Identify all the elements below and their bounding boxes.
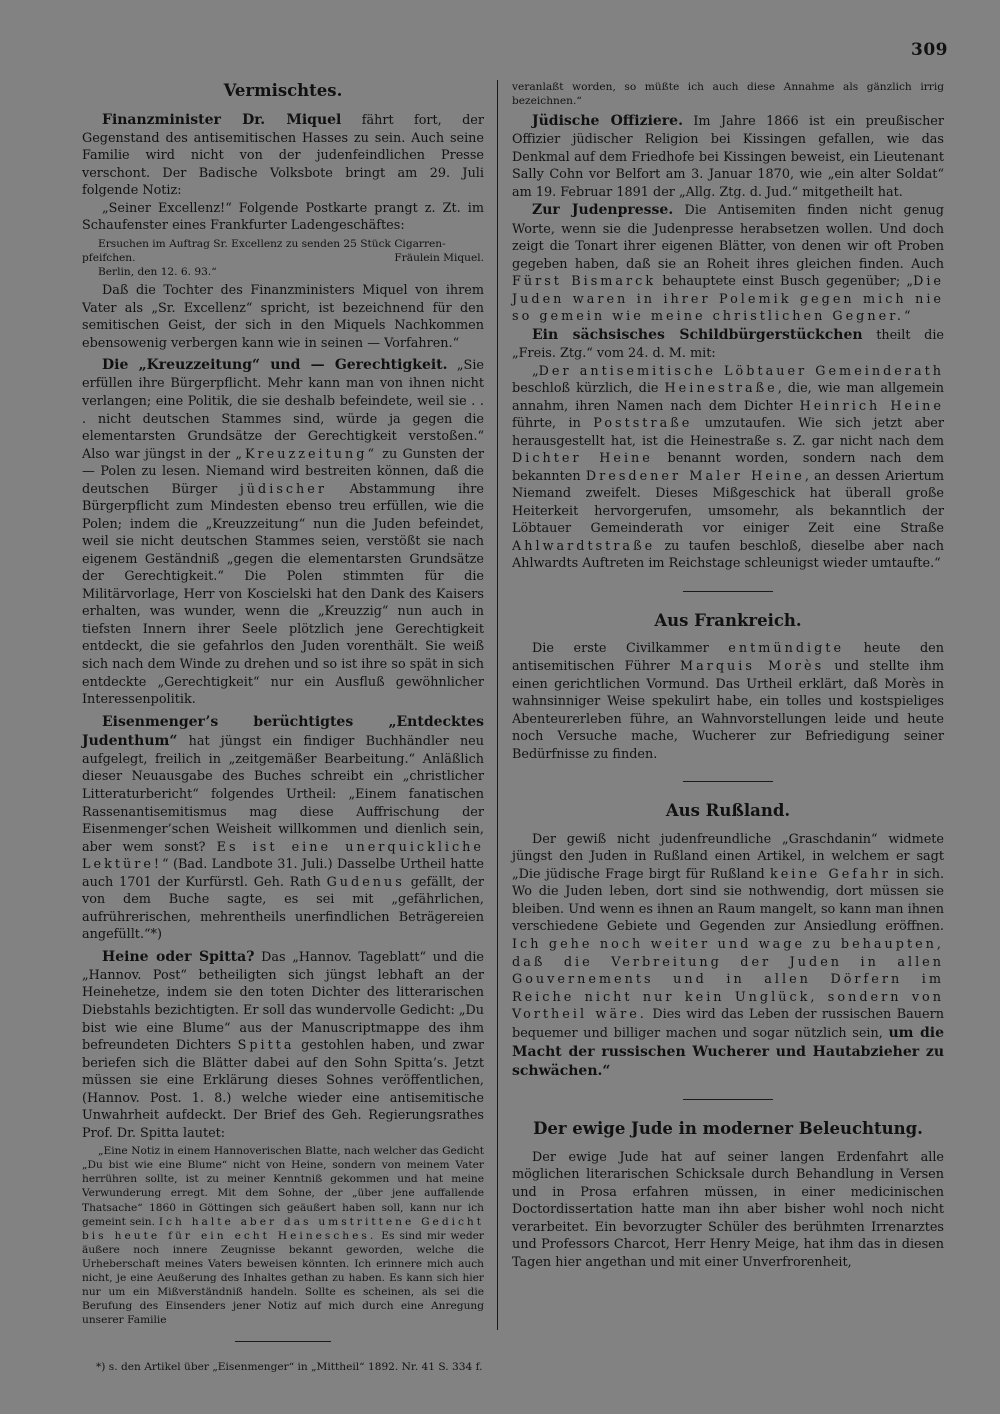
- letter-text: veranlaßt worden, so müßte ich auch diese Annahme als gänzlich irrig bezeichnen.“: [512, 81, 944, 108]
- postcard-quote: [82, 237, 484, 279]
- spaced-text: Die Juden waren in ihrer Polemik gegen mich nie so gemein wie meine christlichen Gegner.: [512, 274, 944, 325]
- article-text: , die, wie man allgemein annahm, ihren Namen nach dem Dichter: [512, 381, 944, 414]
- article-lead: Zur Judenpresse.: [532, 202, 674, 219]
- article-lead: Heine oder Spitta?: [102, 948, 255, 965]
- article-text: „Sie erfüllen ihre Bürgerpflicht. Mehr kann man von ihnen nicht verlangen; eine Politik, die sie deshalb befeindete, weil sie . . . nicht deutschen Stammes sind, würde ja gegen die elementarsten Grundsätze der Gerechtigkeit verstoßen.“ Also war jüngst in der: [82, 358, 484, 462]
- article-eisenmenger: [82, 713, 484, 944]
- article-text: zu Gunsten der — Polen zu lesen. Niemand wird bestreiten können, daß die deutschen Bürger: [82, 446, 484, 497]
- section-rule: [683, 1099, 773, 1100]
- article-text: „: [532, 363, 539, 379]
- article-text: Abstammung ihre Bürgerpflicht zum Mindesten ebenso treu erfüllen, wie die Polen; indem die „Kreuzzeitung“ nun die Juden befeindet, weil sie nicht deutschen Stammes seien, verstößt sie nach eigenem Geständniß „gegen die elementarsten Grundsätze der Gerechtigkeit.“ Die Polen stimmten für die Militärvorlage, Herr von Koscielski hat den Dank des Kaisers erhalten, was wunder, wenn die „Kreuzzig“ nun auch in tiefsten Innern ihrer Seele plötzlich jene Gerechtigkeit entdeckt, die sie gefahrlos den Juden vorenthält. Sie weiß sich nach dem Winde zu drehen und so ist ihre so spät in sich entdeckte „Gerechtigkeit“ nur ein Ausfluß gewöhnlicher Interessenpolitik.: [82, 481, 484, 708]
- article-text: beschloß kürzlich, die: [512, 381, 665, 397]
- article-text: führte, in: [512, 416, 594, 432]
- spaced-text: entmündigte: [728, 641, 845, 657]
- spitta-letter: [82, 1144, 484, 1327]
- article-text: theilt die „Freis. Ztg.“ vom 24. d. M. mit:: [512, 327, 944, 361]
- postcard-signature-line: [82, 251, 484, 265]
- spaced-text: „Kreuzzeitung“: [235, 446, 377, 462]
- bold-text: um die Macht der russischen Wucherer und Hautabzieher zu schwächen.“: [512, 1024, 944, 1079]
- right-column: [512, 80, 944, 1271]
- spaced-text: Marquis Morès: [680, 659, 825, 675]
- article-text: behauptete einst Busch gegenüber; „: [656, 274, 914, 290]
- article-text: Dies wird das Leben der russischen Bauern bequemer und billiger machen und sogar nützlich sein,: [512, 1007, 944, 1041]
- article-text: fährt fort, der Gegenstand des antisemitischen Hasses zu sein. Auch seine Familie wird nicht von der judenfeindlichen Presse verschont. Der Badische Volksbote bringt am 29. Juli folgende Notiz:: [82, 112, 484, 199]
- spaced-text: Heinrich Heine: [799, 398, 944, 414]
- article-text: benannt worden, sondern nach dem bekannten: [512, 451, 944, 484]
- article-text: und stellte ihm einen gerichtlichen Vormund. Das Urtheil erklärt, daß Morès in wahnsinniger Weise spekulirt habe, ein tolles und kostspieliges Abenteurerleben führe, an Wahnvorstellungen leide und heute noch Versuche mache, Wucherer zur Befriedigung seiner Bedürfnisse zu finden.: [512, 659, 944, 762]
- article-text: Daß die Tochter des Finanzministers Miquel von ihrem Vater als „Sr. Excellenz“ spricht, ist bezeichnend für den semitischen Geist, der sich in den Miquels Nachkommen ebensowenig verbergen kann wie in seinen — Vorfahren.“: [82, 283, 484, 351]
- spaced-text: Dresdener Maler Heine: [585, 468, 805, 484]
- article-text: hat jüngst ein findiger Buchhändler neu aufgelegt, freilich in „zeitgemäßer Bearbeitung.“ Anläßlich dieser Neuausgabe des Buches schreibt ein „christlicher Litteraturbericht“ folgendes Urtheil: „Einem fanatischen Rassenantisemitismus mag diese Auffrischung der Eisenmenger’schen Weisheit willkommen und dienlich sein, aber wem sonst?: [82, 733, 484, 855]
- section-heading-frankreich: Aus Frankreich.: [654, 610, 802, 630]
- article-text: Die erste Civilkammer: [532, 641, 729, 657]
- letter-text: Es sind mir weder äußere noch innere Zeugnisse bekannt geworden, welche die Urheberschaft meines Vaters beweisen könnten. Ich erinnere mich auch nicht, je eine Aeußerung des Inhaltes gethan zu haben. Es kann sich hier nur um ein Mißverständniß handeln. Sollte es scheinen, als sei die Berufung des Einsenders jener Notiz auf mich durch eine Anregung unserer Familie: [82, 1229, 484, 1327]
- article-text: Der gewiß nicht judenfreundliche „Graschdanin“ widmete jüngst den Juden in Rußland einen Artikel, in welchem er sagt „Die jüdische Frage birgt für Rußland: [512, 831, 944, 882]
- page-number: 309: [911, 40, 948, 60]
- article-text: “: [903, 309, 911, 325]
- article-text: gestohlen haben, und zwar beriefen sich die Blätter dabei auf den Sohn Spitta’s. Jetzt müssen sie eine Erklärung dieses Sohnes veröffentlichen, (Hannov. Post. 1. 8.) welche wieder eine antisemitische Unwahrheit aufdeckt. Der Brief des Geh. Regierungsrathes Prof. Dr. Spitta lautet:: [82, 1038, 484, 1141]
- article-lead: Ein sächsisches Schildbürgerstückchen: [532, 326, 863, 343]
- article-text: umzutaufen. Wie sich jetzt aber herausgestellt hat, ist die Heinestraße s. Z. gar nicht nach dem: [512, 416, 944, 449]
- letter-continuation: [512, 80, 944, 108]
- article-lead: Die „Kreuzzeitung“ und — Gerechtigkeit.: [102, 357, 448, 374]
- spaced-text: Der antisemitische Löbtauer Gemeinderath: [538, 363, 944, 379]
- article-kreuzzeitung: [82, 356, 484, 708]
- postcard-line: Ersuchen im Auftrag Sr. Excellenz zu senden 25 Stück Cigarren-: [98, 237, 446, 250]
- article-lead: Finanzminister Dr. Miquel: [102, 111, 342, 128]
- spaced-text: jüdischer: [239, 481, 327, 497]
- section-frankreich: [512, 610, 944, 763]
- section-rule: [683, 781, 773, 782]
- left-column: [82, 80, 484, 1374]
- article-juedische-offiziere: [512, 112, 944, 201]
- section-russland: [512, 800, 944, 1081]
- spaced-text: Ich gehe noch weiter und wage zu behaupten, daß die Verbreitung der Juden in allen Gouvernements und in allen Dörfern im Reiche nicht nur kein Unglück, sondern von Vortheil wäre.: [512, 936, 944, 1023]
- spaced-text: Ich halte aber das umstrittene Gedicht bis heute für ein echt Heinesches.: [82, 1215, 484, 1242]
- article-text: Die Antisemiten finden nicht genug Worte, wenn sie die Judenpresse herabsetzen wollen. Und doch zeigt die Tonart ihrer eigenen Blätter, von denen wir oft Proben gegeben haben, daß sie an Roheit ihres gleichen finden. Auch: [512, 203, 944, 272]
- article-text: heute den antisemitischen Führer: [512, 641, 944, 675]
- postcard-signature: Fräulein Miquel.: [394, 252, 484, 265]
- spaced-text: Ahlwardtstraße: [512, 538, 656, 554]
- section-heading-vermischtes: Vermischtes.: [223, 81, 343, 100]
- postcard-date: Berlin, den 12. 6. 93.“: [98, 266, 217, 279]
- spaced-text: Heinestraße: [664, 381, 778, 397]
- article-text: gefällt, der von dem Buche sagte, es sei mit „gefährlichen, aufrührerischen, mehrentheils unerfindlichen Beträgereien angefüllt.“*): [82, 874, 484, 943]
- letter-text: „Eine Notiz in einem Hannoverischen Blatte, nach welcher das Gedicht „Du bist wie eine Blume“ nicht von Heine, sondern von meinem Vater herrühren sollte, ist zu meiner Kenntniß gekommen und hat meine Verwunderung erregt. Mit dem Sohne, der „über jene auffallende Thatsache“ 1860 in Göttingen sich geäußert haben soll, kann nur ich gemeint sein.: [82, 1145, 484, 1228]
- article-miquel: [82, 111, 484, 353]
- column-divider: [497, 80, 498, 1330]
- article-text: „Seiner Excellenz!“ Folgende Postkarte prangt z. Zt. im Schaufenster eines Frankfurter Ladengeschäftes:: [82, 200, 484, 234]
- spaced-text: Poststraße: [593, 416, 693, 432]
- article-text: Das „Hannov. Tageblatt“ und die „Hannov. Post“ betheiligten sich jüngst lebhaft an der Heinehetze, indem sie den toten Dichter des litterarischen Diebstahls bezichtigten. Er soll das wundervolle Gedicht: „Du bist wie eine Blume“ aus der Manuscriptmappe des ihm befreundeten Dichters: [82, 949, 484, 1054]
- section-rule: [683, 591, 773, 592]
- article-text: “ (Bad. Landbote 31. Juli.) Dasselbe Urtheil hatte auch 1701 der Kurfürstl. Geh. Rath: [82, 857, 484, 890]
- article-text: Im Jahre 1866 ist ein preußischer Offizier jüdischer Religion bei Kissingen gefallen, wie das Denkmal auf dem Friedhofe bei Kissingen beweist, ein Lieutenant Sally Cohn vor Belfort am 3. Januar 1870, wie „ein alter Soldat“ am 19. Februar 1891 der „Allg. Ztg. d. Jud.“ mitgetheilt hat.: [512, 114, 945, 200]
- article-text: Der ewige Jude hat auf seiner langen Erdenfahrt alle möglichen literarischen Schicksale durch Behandlung in Versen und in Prosa erfahren müssen, in einer medicinischen Doctordissertation hatte man ihn aber bisher wohl noch nicht verarbeitet. Ein bevorzugter Schüler des berühmten Irrenarztes und Professors Charcot, Herr Henry Meige, hat ihm das in diesen Tagen hier angethan und mit einer Unverfrorenheit,: [512, 1149, 944, 1270]
- article-heine-spitta: [82, 948, 484, 1328]
- article-text: , an dessen Ariertum Niemand zweifelt. Dieses Mißgeschick hat überall große Heiterkeit hervorgerufen, umsomehr, als bekanntlich der Löbtauer Gemeinderath vor einiger Zeit eine Straße: [512, 468, 944, 537]
- footnote-rule: [235, 1341, 331, 1342]
- article-lead: Jüdische Offiziere.: [532, 113, 683, 130]
- spaced-text: keine Gefahr: [769, 866, 892, 882]
- spaced-text: Spitta: [237, 1038, 295, 1054]
- spaced-text: Dichter Heine: [512, 451, 653, 467]
- section-ewige-jude: [512, 1118, 944, 1271]
- spaced-text: Es ist eine unerquickliche Lektüre!: [82, 839, 484, 873]
- footnote-text: *) s. den Artikel über „Eisenmenger“ in „Mittheil“ 1892. Nr. 41 S. 334 f.: [96, 1361, 483, 1374]
- article-judenpresse: [512, 201, 944, 325]
- spaced-text: Gudenus: [326, 874, 405, 890]
- postcard-text: pfeifchen.: [82, 252, 136, 265]
- spaced-text: Fürst Bismarck: [512, 274, 657, 290]
- section-heading-ewige-jude: Der ewige Jude in moderner Beleuchtung.: [533, 1119, 923, 1139]
- footnote: [82, 1360, 484, 1374]
- article-text: in sich. Wo die Juden leben, dort sind sie nothwendig, dort müssen sie bleiben. Und wenn es ihnen an Raum mangelt, so kann man ihnen verschiedene Gebiete und Gegenden zur Ansiedlung eröffnen.: [512, 866, 945, 935]
- article-text: zu taufen beschloß, dieselbe aber nach Ahlwardts Auftreten im Reichstage schleunigst wieder umtaufte.“: [512, 538, 944, 572]
- article-lead: Eisenmenger’s berüchtigtes „Entdecktes Judenthum“: [82, 713, 484, 749]
- article-schildbuerger: [512, 326, 944, 573]
- section-heading-russland: Aus Rußland.: [665, 801, 791, 821]
